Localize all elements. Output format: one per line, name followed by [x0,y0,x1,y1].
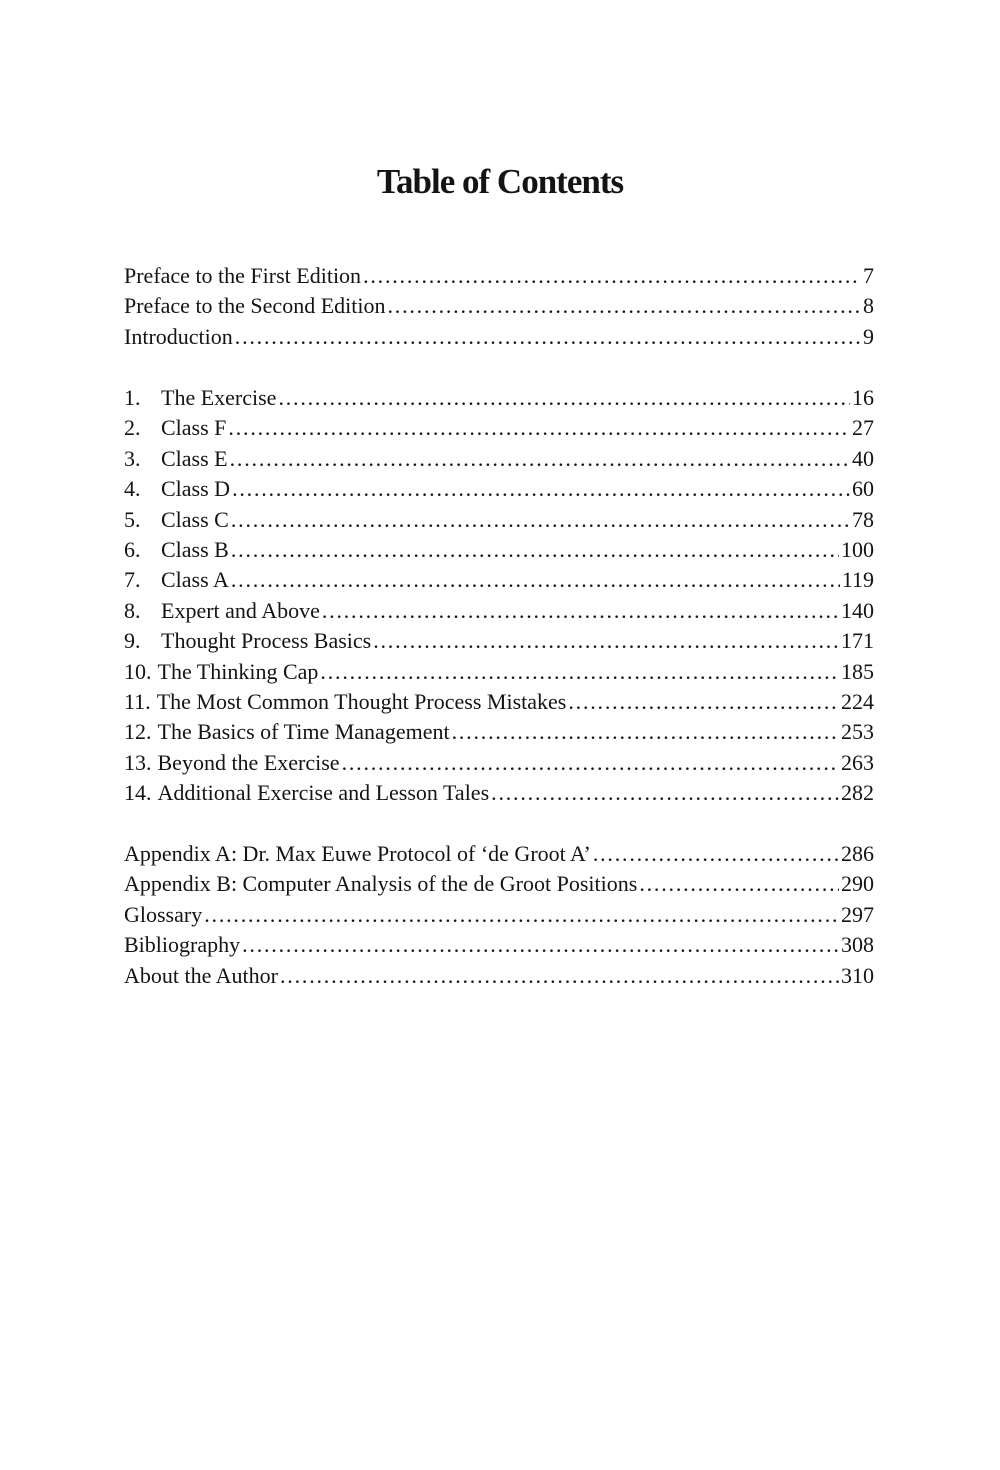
page-number: 60 [852,476,874,502]
entry-title: Class C [161,506,229,532]
toc-front-matter [124,261,874,352]
page-number: 290 [841,871,874,897]
toc-entry [124,778,874,808]
toc-entry [124,565,874,595]
dot-leader [639,869,839,899]
toc-entry [124,261,874,291]
page-number: 16 [852,385,874,410]
entry-title: Beyond the Exercise [157,749,340,775]
toc-entry [124,596,874,626]
entry-title: Appendix A: Dr. Max Euwe Protocol of ‘de Groot A’ [124,841,591,866]
chapter-number: 9. [124,628,141,654]
page-number: 8 [863,293,874,319]
dot-leader [232,474,850,504]
dot-leader [242,930,839,960]
dot-leader [593,839,839,869]
page-number: 282 [841,780,874,806]
chapter-number: 8. [124,597,141,623]
dot-leader [228,413,850,443]
page-number: 40 [852,445,874,471]
dot-leader [452,717,839,747]
entry-title: Class F [161,415,227,441]
toc-entry [124,322,874,352]
chapter-number: 1. [124,385,141,410]
entry-title: Class A [161,567,229,593]
entry-title: Preface to the First Edition [124,263,362,288]
page-number: 27 [852,415,874,441]
dot-leader [322,596,839,626]
dot-leader [231,565,840,595]
entry-title: The Most Common Thought Process Mistakes [156,688,567,714]
page-number: 224 [841,688,874,714]
dot-leader [278,383,850,413]
chapter-number: 5. [124,506,141,532]
entry-title: Preface to the Second Edition [124,293,386,319]
dot-leader [235,322,861,352]
chapter-number: 11. [124,688,151,714]
dot-leader [387,291,861,321]
page-number: 100 [841,536,874,562]
page-number: 185 [841,658,874,684]
toc-entry [124,869,874,899]
toc-entry [124,748,874,778]
toc-entry [124,474,874,504]
page-number: 286 [841,841,874,866]
chapter-number: 14. [124,780,152,806]
chapter-number: 7. [124,567,141,593]
chapter-number: 3. [124,445,141,471]
page-number: 297 [841,901,874,927]
toc-chapters [124,383,874,808]
toc-entry [124,687,874,717]
toc-entry [124,930,874,960]
dot-leader [568,687,839,717]
dot-leader [373,626,839,656]
dot-leader [204,900,839,930]
page-number: 310 [841,962,874,988]
entry-title: Expert and Above [161,597,320,623]
chapter-number: 13. [124,749,152,775]
entry-title: About the Author [124,962,278,988]
toc-entry [124,383,874,413]
toc-entry [124,717,874,747]
entry-title: Glossary [124,901,203,927]
toc-entry [124,626,874,656]
page-number: 119 [841,567,874,593]
entry-title: Appendix B: Computer Analysis of the de Groot Positions [124,871,638,897]
page-title: Table of Contents [376,162,624,201]
toc-entry [124,535,874,565]
page-number: 7 [863,263,874,288]
toc-entry [124,413,874,443]
toc-entry [124,291,874,321]
entry-title: Class E [161,445,228,471]
entry-title: Bibliography [124,932,241,958]
chapter-number: 10. [124,658,152,684]
toc-entry [124,839,874,869]
toc-back-matter [124,839,874,991]
entry-title: Introduction [124,323,233,349]
toc-entry [124,505,874,535]
dot-leader [363,261,861,291]
dot-leader [231,505,850,535]
toc-entry [124,657,874,687]
dot-leader [280,961,839,991]
entry-title: The Basics of Time Management [157,719,450,745]
page-number: 263 [841,749,874,775]
page-number: 140 [841,597,874,623]
dot-leader [342,748,839,778]
page-number: 253 [841,719,874,745]
entry-title: Class D [161,476,231,502]
entry-title: Class B [161,536,229,562]
entry-title: Additional Exercise and Lesson Tales [157,780,490,806]
page-number: 9 [863,323,874,349]
toc-entry [124,961,874,991]
chapter-number: 6. [124,536,141,562]
chapter-number: 2. [124,415,141,441]
entry-title: The Thinking Cap [157,658,319,684]
toc-entry [124,444,874,474]
page-number: 308 [841,932,874,958]
dot-leader [231,535,839,565]
dot-leader [230,444,850,474]
page-number: 171 [841,628,874,654]
chapter-number: 12. [124,719,152,745]
entry-title: Thought Process Basics [161,628,372,654]
toc-entry [124,900,874,930]
entry-title: The Exercise [161,385,277,410]
page-number: 78 [852,506,874,532]
chapter-number: 4. [124,476,141,502]
dot-leader [491,778,839,808]
dot-leader [320,657,839,687]
